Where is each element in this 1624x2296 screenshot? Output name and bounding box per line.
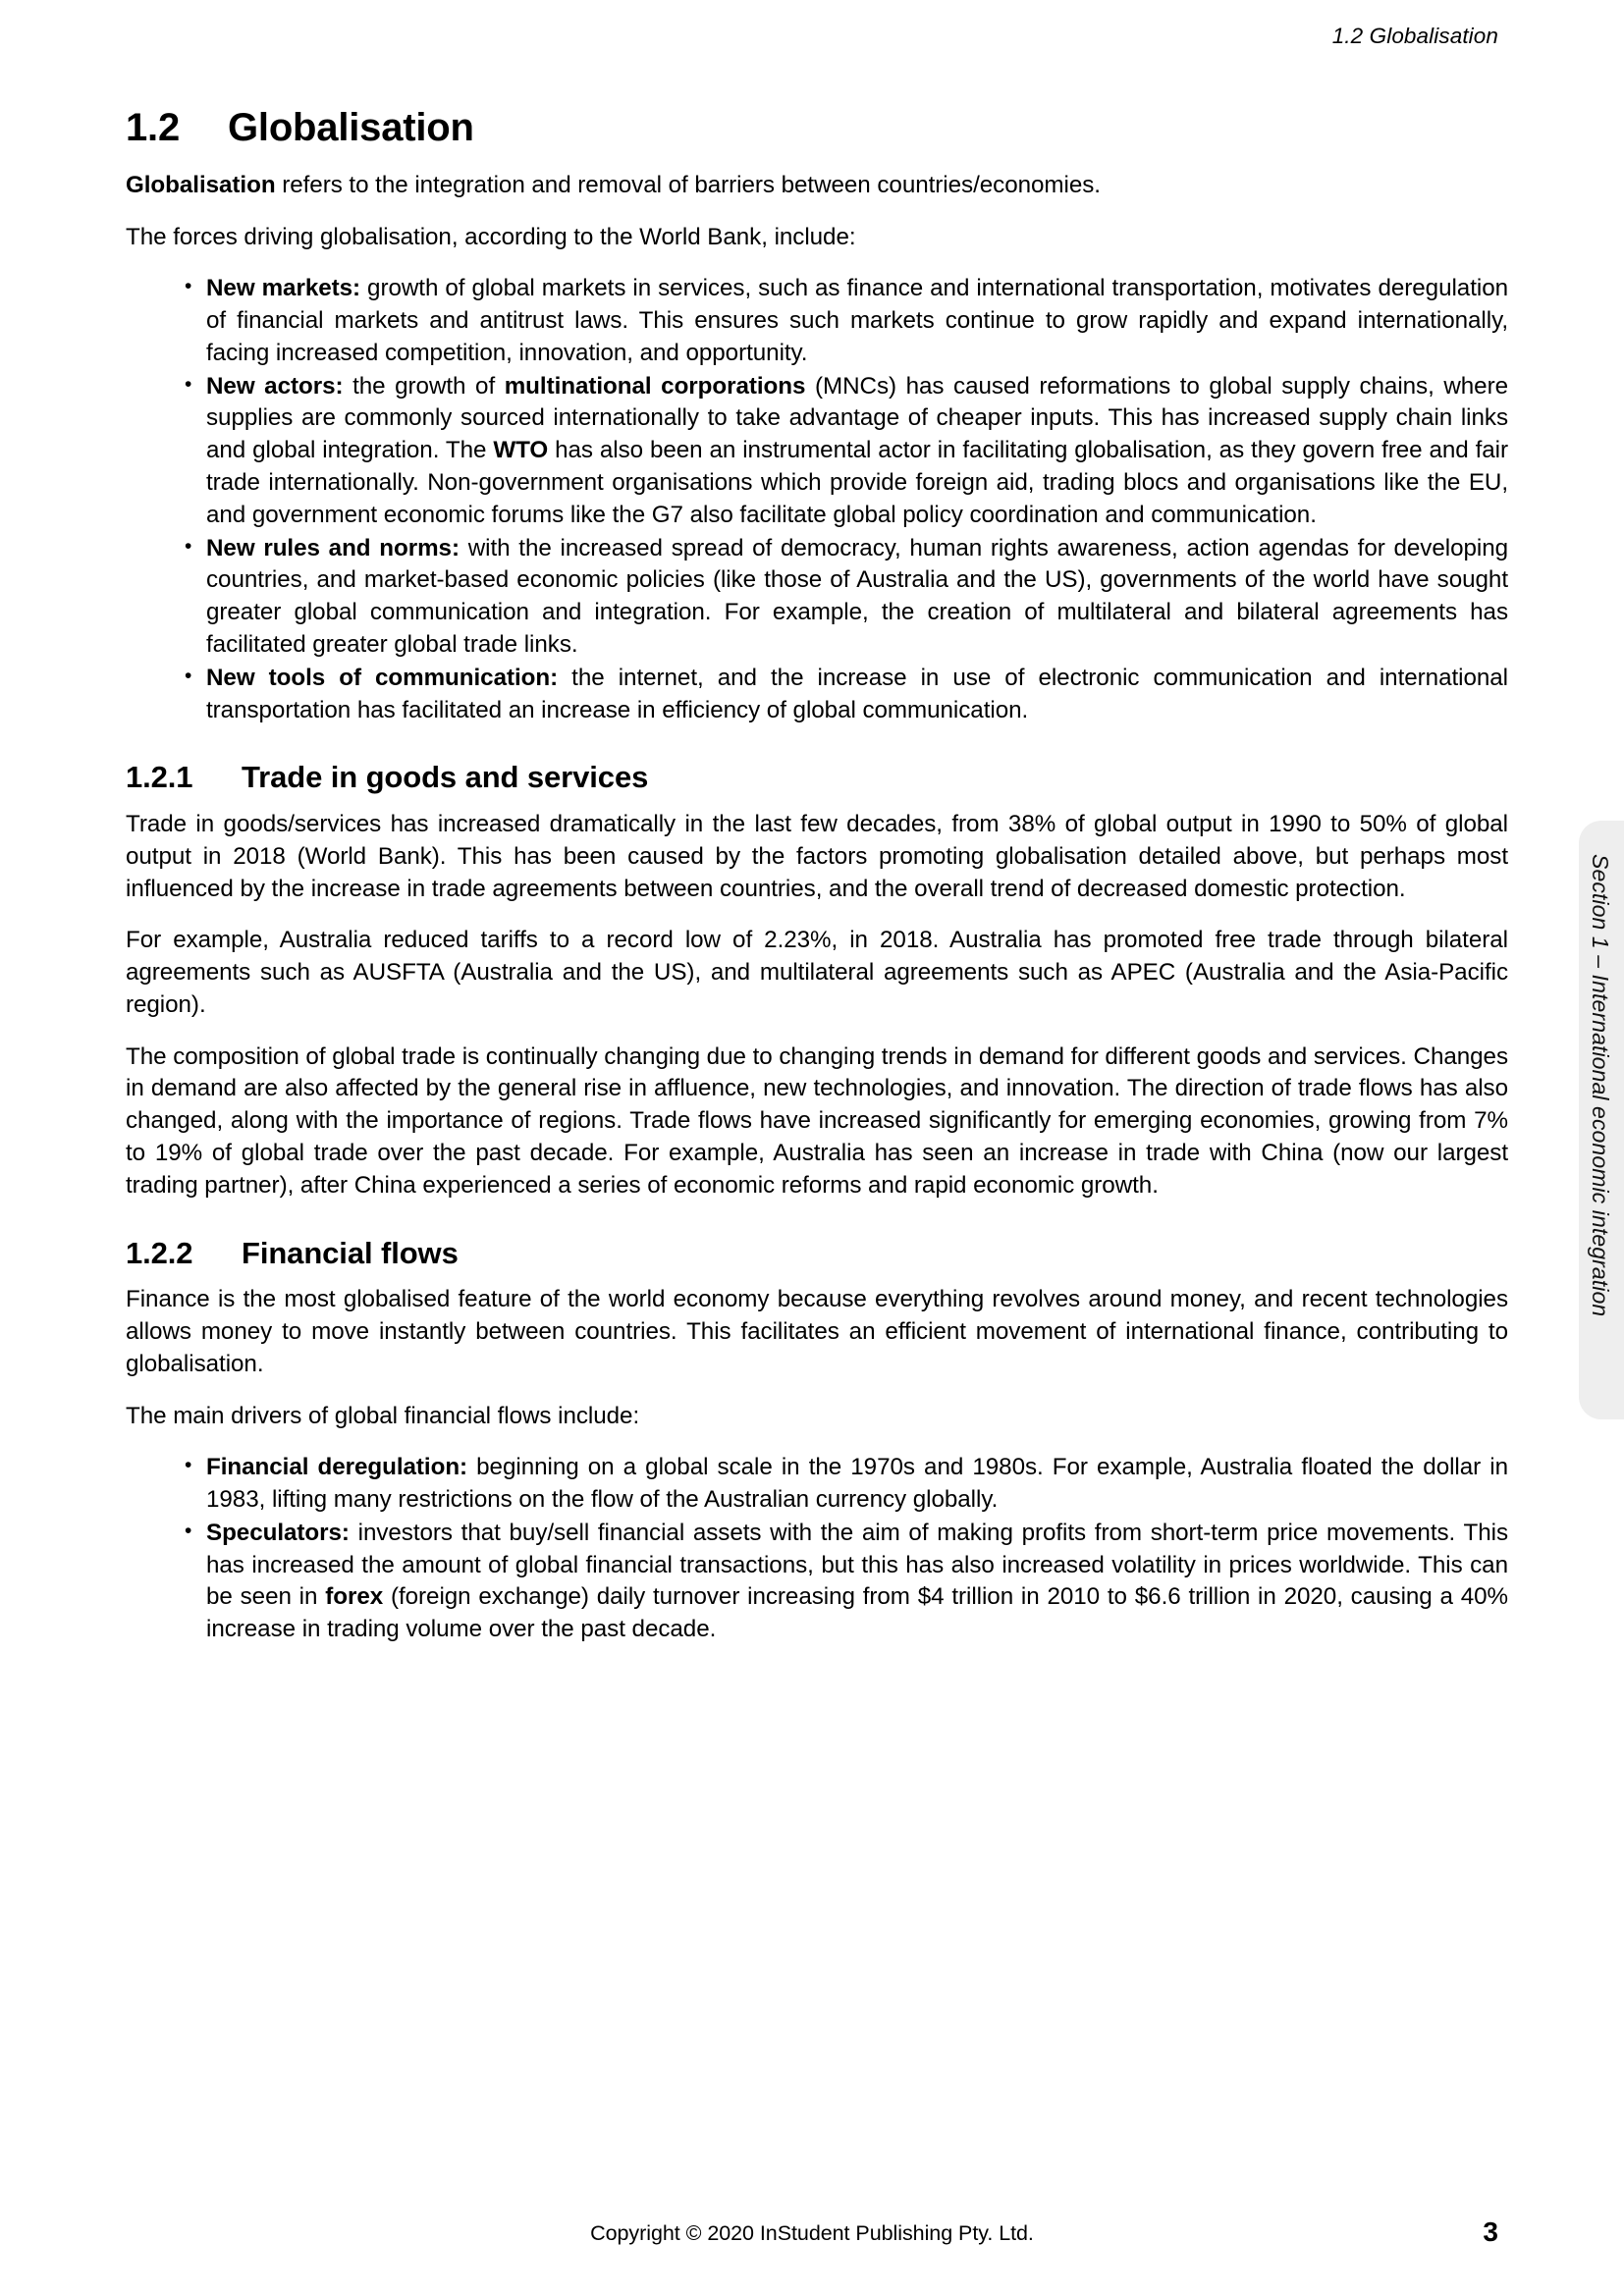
bullet-emphasis: multinational corporations [504, 372, 806, 400]
bullet-label: New markets: [206, 275, 361, 302]
definition-paragraph [126, 170, 1508, 202]
bullet-label: Speculators: [206, 1519, 350, 1546]
subsection-number: 1.2.2 [126, 1235, 193, 1270]
list-item [185, 273, 1508, 369]
list-item [185, 371, 1508, 532]
section-side-tab [1579, 821, 1624, 1419]
bullet-text: investors that buy/sell financial assets with the aim of making profits from short-term price movements. This has increased the amount of global financial transactions, but this has also increased volatility in prices worldwide. This can be seen in [206, 1519, 1508, 1611]
bullet-label: New tools of communication: [206, 664, 559, 691]
side-tab-label: Section 1 – International economic integration [1588, 854, 1613, 1317]
bullet-label: New actors: [206, 372, 344, 400]
subsection-heading-2 [126, 1236, 1508, 1271]
bullet-text: (MNCs) has caused reformations to global supply chains, where supplies are commonly sourced internationally to take advantage of cheaper inputs. This has increased supply chain links and global integration. The [206, 372, 1508, 464]
subsection-number: 1.2.1 [126, 760, 193, 795]
subsection1-paragraph-3: The composition of global trade is continually changing due to changing trends in demand for different goods and services. Changes in demand are also affected by the general rise in affluence, new technologies, and innovation. The direction of trade flows has also changed, along with the importance of regions. Trade flows have increased significantly for emerging economies, growing from 7% to 19% of global trade over the past decade. For example, Australia has seen an increase in trade with China (now our largest trading partner), after China experienced a series of economic reforms and rapid economic growth. [126, 1042, 1508, 1199]
subsection-title: Financial flows [242, 1235, 459, 1270]
bullet-text: the growth of [343, 372, 505, 400]
subsection1-paragraph-2: For example, Australia reduced tariffs to a record low of 2.23%, in 2018. Australia has promoted free trade through bilateral agreements such as AUSFTA (Australia and the US), and multilateral agreements such as APEC (Australia and the Asia-Pacific region). [126, 927, 1508, 1018]
subsection2-paragraph-2: The main drivers of global financial flows include: [126, 1402, 640, 1429]
bullet-text: has also been an instrumental actor in facilitating globalisation, as they govern free and fair trade internationally. Non-government organisations which provide foreign aid, trading blocs and organisations like the EU, and government economic forums like the G7 also facilitate global policy coordination and communication. [206, 437, 1508, 528]
financial-bullet-list [126, 1452, 1508, 1646]
forces-bullet-list [126, 273, 1508, 726]
bullet-label: Financial deregulation: [206, 1454, 468, 1481]
bullet-emphasis: WTO [493, 437, 549, 464]
section-title: Globalisation [228, 106, 474, 149]
copyright-notice: Copyright © 2020 InStudent Publishing Pty. Ltd. [590, 2221, 1034, 2245]
bullet-emphasis: forex [325, 1583, 384, 1611]
list-item [185, 533, 1508, 662]
page-number: 3 [1483, 2216, 1498, 2247]
definition-term: Globalisation [126, 171, 276, 198]
bullet-label: New rules and norms: [206, 534, 460, 561]
bullet-text: beginning on a global scale in the 1970s and 1980s. For example, Australia floated the dollar in 1983, lifting many restrictions on the flow of the Australian currency globally. [206, 1454, 1508, 1514]
list-item [185, 1452, 1508, 1517]
forces-lead-paragraph: The forces driving globalisation, according to the World Bank, include: [126, 223, 856, 250]
page-content [126, 106, 1508, 1662]
subsection-title: Trade in goods and services [242, 760, 649, 795]
running-header: 1.2 Globalisation [1331, 24, 1498, 48]
bullet-text: growth of global markets in services, such as finance and international transportation, motivates deregulation of financial markets and antitrust laws. This ensures such markets continue to grow rapidly and expand internationally, facing increased competition, innovation, and opportunity. [206, 275, 1509, 366]
subsection-heading-1 [126, 760, 1508, 795]
bullet-text: with the increased spread of democracy, human rights awareness, action agendas for developing countries, and market-based economic policies (like those of Australia and the US), governments of the world have sought greater global communication and integration. For example, the creation of multilateral and bilateral agreements has facilitated greater global trade links. [206, 534, 1508, 658]
section-number: 1.2 [126, 106, 181, 149]
subsection1-paragraph-1: Trade in goods/services has increased dramatically in the last few decades, from 38% of global output in 1990 to 50% of global output in 2018 (World Bank). This has been caused by the factors promoting globalisation detailed above, but perhaps most influenced by the increase in trade agreements between countries, and the overall trend of decreased domestic protection. [126, 810, 1508, 902]
page-footer [126, 2216, 1498, 2261]
list-item [185, 1518, 1508, 1646]
section-heading [126, 106, 1508, 150]
subsection2-paragraph-1: Finance is the most globalised feature of the world economy because everything revolves around money, and recent technologies allows money to move instantly between countries. This facilitates an efficient movement of international finance, contributing to globalisation. [126, 1286, 1508, 1377]
bullet-text: (foreign exchange) daily turnover increasing from $4 trillion in 2010 to $6.6 trillion in 2020, causing a 40% increase in trading volume over the past decade. [206, 1583, 1508, 1643]
list-item [185, 663, 1508, 727]
definition-text: refers to the integration and removal of barriers between countries/economies. [275, 171, 1101, 198]
bullet-text: the internet, and the increase in use of electronic communication and international transportation has facilitated an increase in efficiency of global communication. [206, 664, 1508, 723]
